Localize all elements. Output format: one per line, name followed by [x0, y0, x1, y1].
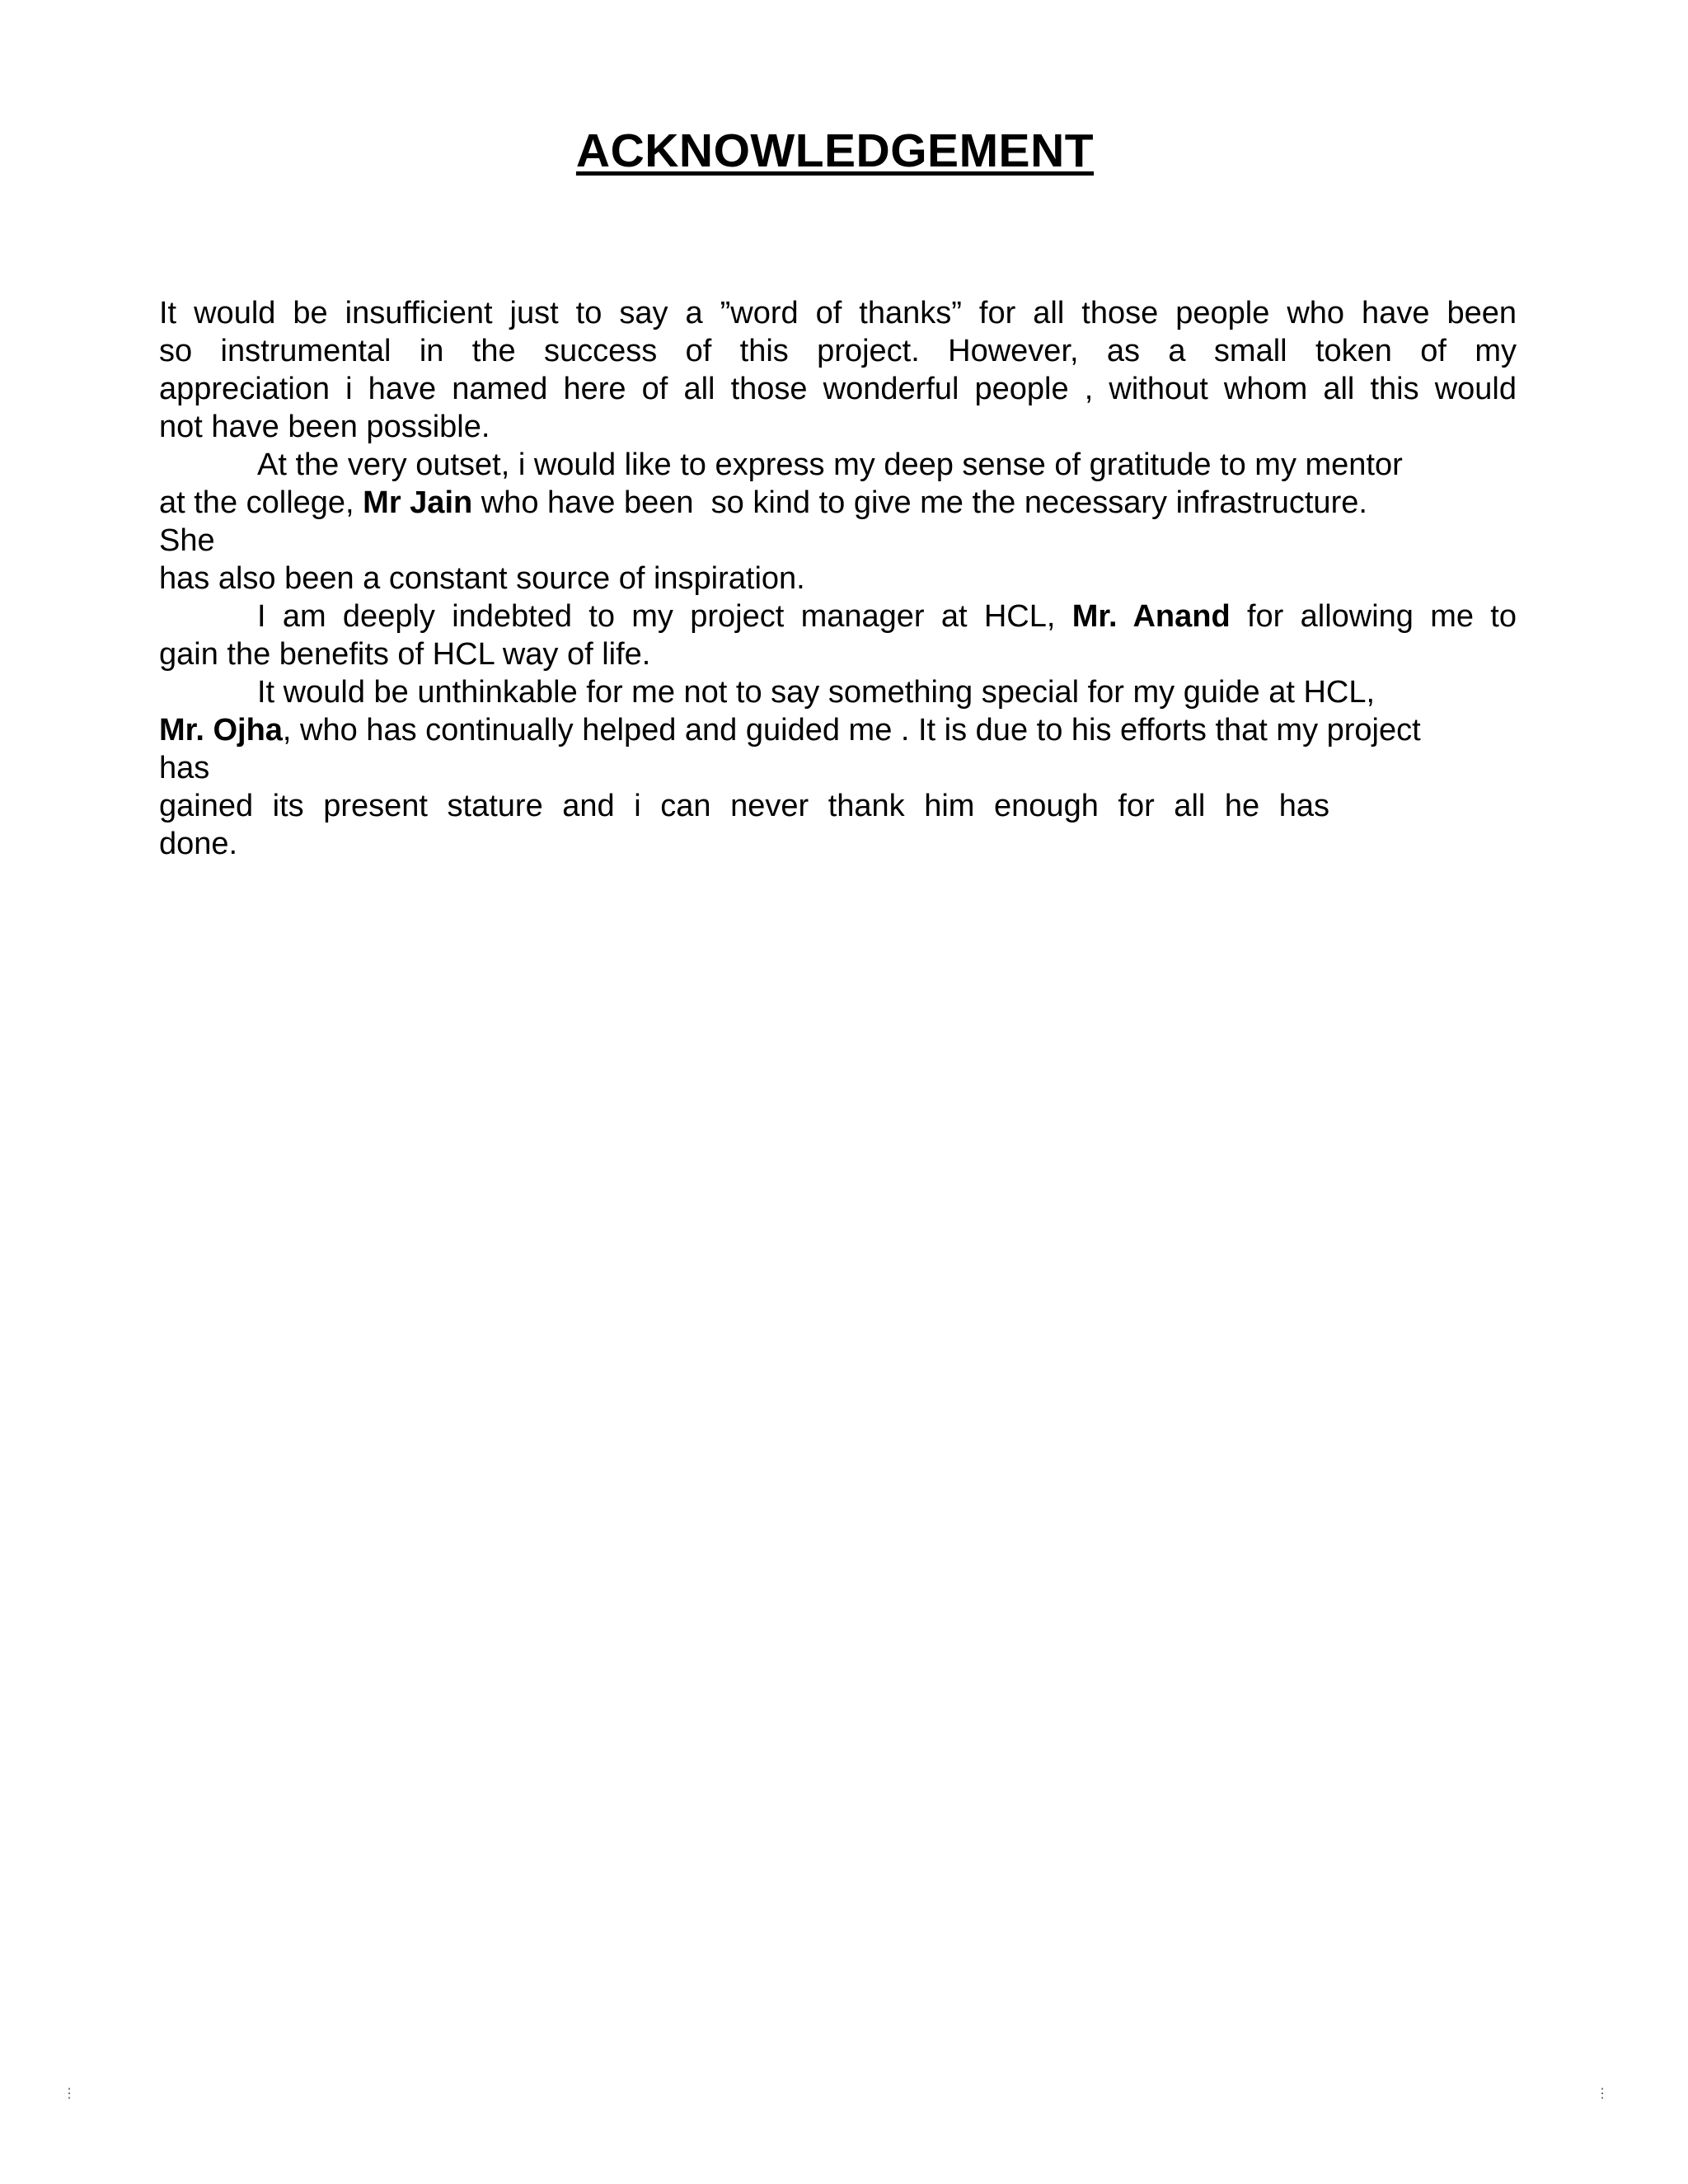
body-line: has: [159, 751, 210, 785]
body-line: She: [159, 523, 215, 558]
body-line: not have been possible.: [159, 410, 490, 444]
line-text: I am deeply indebted to my project manager at HCL,: [257, 599, 1072, 634]
body-line: has also been a constant source of inspiration.: [159, 561, 805, 596]
line-text: , who has continually helped and guided me . It is due to his efforts that my project: [282, 713, 1421, 748]
page-title: ACKNOWLEDGEMENT: [575, 124, 1095, 177]
body-line-with-bold: [257, 598, 1517, 635]
guide-name: Mr. Ojha: [159, 713, 283, 748]
body-line: At the very outset, i would like to express my deep sense of gratitude to my mentor: [257, 448, 1403, 482]
body-line: It would be insufficient just to say a ”word of thanks” for all those people who have been: [159, 296, 1517, 330]
body-line-with-bold: [159, 711, 1517, 749]
body-line: gain the benefits of HCL way of life.: [159, 637, 651, 672]
mentor-name: Mr Jain: [363, 485, 473, 520]
footer-mark-right: ⋮: [1596, 2085, 1609, 2101]
body-line: It would be unthinkable for me not to say something special for my guide at HCL,: [257, 675, 1376, 710]
manager-name: Mr. Anand: [1071, 599, 1231, 634]
line-text: who have been so kind to give me the necessary infrastructure.: [472, 485, 1367, 520]
body-line: done.: [159, 827, 238, 861]
line-text: at the college,: [159, 485, 363, 520]
line-text: for allowing me to: [1230, 599, 1517, 634]
body-line-with-bold: [159, 484, 1517, 522]
body-line: appreciation i have named here of all those wonderful people , without whom all this would: [159, 372, 1517, 406]
body-line: gained its present stature and i can never thank him enough for all he has: [159, 789, 1329, 823]
body-line: so instrumental in the success of this project. However, as a small token of my: [159, 334, 1517, 368]
footer-mark-left: ⋮: [63, 2085, 76, 2101]
